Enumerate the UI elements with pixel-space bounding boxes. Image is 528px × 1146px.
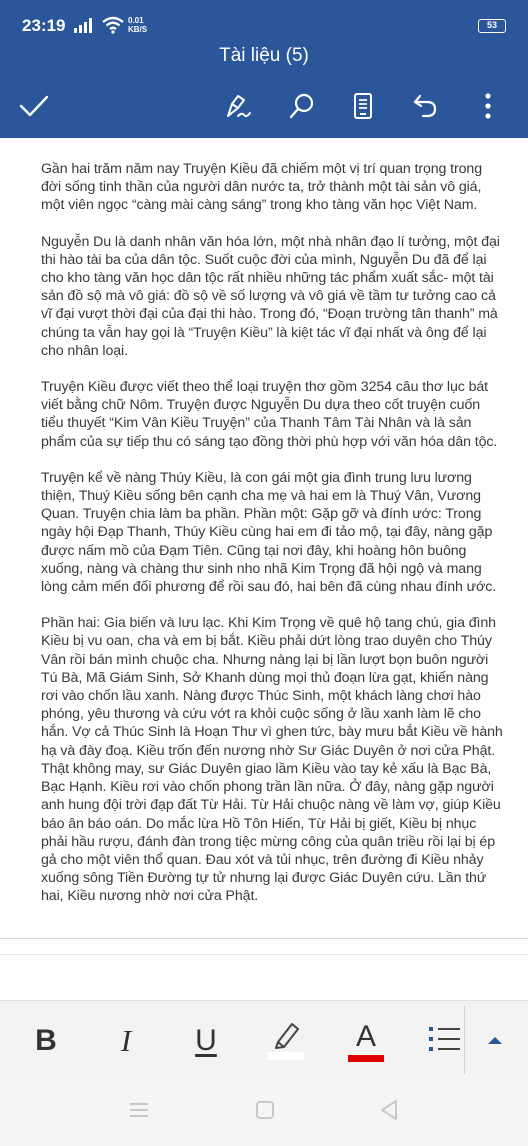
- bullet-list-button[interactable]: [424, 1015, 464, 1067]
- document-paragraph[interactable]: Phần hai: Gia biến và lưu lạc. Khi Kim Trọng về quê hộ tang chú, gia đình Kiều bị vu oan, cha và em bị bắt. Kiều phải dứt lòng trao duyên cho Thúy Vân rồi bán mình chuộc cha. Nhưng nàng lại bị lần lượt bọn buôn người Tú Bà, Mã Giám Sinh, Sở Khanh dùng mọi thủ đoạn lừa gạt, khiến nàng rơi vào chốn lầu xanh. Nàng được Thúc Sinh, một khách làng chơi hào phóng, yêu thương và cứu vớt ra khỏi cuộc sống ở lầu xanh làm lẽ cho hắn. Vợ cả Thúc Sinh là Hoạn Thư vì ghen tức, bày mưu bắt Kiều về hành hạ và đày đoạ. Kiều trốn đến nương nhờ Sư Giác Duyên ở nơi cửa Phật. Thật không may, sư Giác Duyên giao lầm Kiều vào tay kẻ xấu là Bạc Bà, Bạc Hạnh. Kiều rơi vào chốn phong trần lần nữa. Ở đây, nàng gặp người anh hung đội trời đạp đất Từ Hải. Từ Hải chuộc nàng về làm vợ, giúp Kiều báo ân báo oán. Do mắc lừa Hồ Tôn Hiến, Từ Hải bị giết, Kiều bị nhục phải hầu rượu, đánh đàn trong tiệc mừng công của quân triều rồi lại bị ép gả cho một viên thổ quan. Đau xót và tủi nhục, trên đường đi Kiều nhảy xuống sông Tiền Đường tự tử nhưng lại được Giác Duyên cứu. Lần thứ hai, Kiều nương nhờ nơi cửa Phật.: [41, 615, 503, 905]
- battery-indicator: 53: [478, 19, 506, 33]
- more-vertical-icon: [484, 93, 492, 119]
- page-divider: [0, 954, 528, 955]
- font-color-swatch: [348, 1055, 384, 1062]
- highlighter-icon: [266, 1016, 306, 1067]
- status-time: 23:19: [22, 16, 66, 35]
- search-button[interactable]: [282, 86, 322, 126]
- underline-button[interactable]: U: [195, 1024, 217, 1057]
- menu-nav-button[interactable]: [124, 1100, 154, 1124]
- status-bar: [0, 0, 528, 40]
- home-nav-button[interactable]: [250, 1100, 280, 1124]
- document-paragraph[interactable]: Truyện kể về nàng Thúy Kiều, là con gái một gia đình trung lưu lương thiện, Thuý Kiều sống bên cạnh cha mẹ và hai em là Thuý Vân, Vương Quan. Truyện chia làm ba phần. Phần một: Gặp gỡ và đính ước: Trong ngày hội Đạp Thanh, Thúy Kiều cùng hai em đi tảo mộ, tại đây, nàng gặp được nấm mồ của Đạm Tiên. Cũng tại nơi đây, khi hoàng hôn buông xuống, nàng và chàng thư sinh nho nhã Kim Trọng đã hội ngộ và mang lòng cảm mến đối phương để rồi sau đó, hai bên đã cùng nhau đính ước.: [41, 469, 497, 596]
- reading-view-button[interactable]: [343, 86, 383, 126]
- network-speed-value: 0.01: [128, 16, 144, 25]
- italic-button[interactable]: I: [120, 1023, 132, 1058]
- font-color-button[interactable]: [346, 1015, 386, 1067]
- system-nav-bar: [0, 1080, 528, 1146]
- back-nav-button[interactable]: [374, 1100, 404, 1124]
- document-paragraph[interactable]: Gần hai trăm năm nay Truyện Kiều đã chiếm một vị trí quan trọng trong đời sống tinh thần của người dân nước ta, trở thành một tài sản vô giá, một viên ngọc “càng mài càng sáng” trong kho tàng văn học Việt Nam.: [41, 161, 483, 214]
- toolbar-separator: [464, 1006, 465, 1074]
- document-paragraph[interactable]: Truyện Kiều được viết theo thể loại truyện thơ gồm 3254 câu thơ lục bát viết bằng chữ Nôm. Truyện được Nguyễn Du dựa theo cốt truyện cuốn tiểu thuyết “Kim Vân Kiều Truyện” của Thanh Tâm Tài Nhân và là sản phẩm của sự tiếp thu có sáng tạo đồng thời phù hợp với văn hóa dân tộc.: [41, 379, 498, 450]
- document-title: Tài liệu (5): [219, 45, 309, 66]
- caret-up-icon: [487, 1032, 503, 1050]
- more-options-button[interactable]: [468, 86, 508, 126]
- draw-button[interactable]: [218, 86, 258, 126]
- wifi-icon: [102, 16, 124, 34]
- reading-view-icon: [352, 92, 374, 120]
- app-header: [0, 0, 528, 138]
- bullet-list-icon: [426, 1021, 462, 1062]
- document-body[interactable]: [41, 160, 503, 924]
- font-color-label: A: [355, 1019, 376, 1053]
- bold-button[interactable]: B: [35, 1024, 57, 1057]
- check-icon: [19, 94, 49, 118]
- back-triangle-icon: [379, 1099, 399, 1126]
- format-toolbar: [0, 1000, 528, 1080]
- expand-ribbon-button[interactable]: [480, 1015, 510, 1067]
- undo-button[interactable]: [405, 86, 445, 126]
- menu-icon: [128, 1101, 150, 1124]
- signal-icon: [74, 17, 96, 33]
- page-divider: [0, 938, 528, 939]
- network-speed-unit: KB/S: [128, 25, 148, 34]
- document-paragraph[interactable]: Nguyễn Du là danh nhân văn hóa lớn, một nhà nhân đạo lí tưởng, một đại thi hào tài ba của dân tộc. Suốt cuộc đời của mình, Nguyễn Du đã để lại cho kho tàng văn học dân tộc rất nhiều những tác phẩm xuất sắc- một tài sản đồ sộ mà vô giá: đồ sộ về số lượng và vô giá về tầm tư tưởng cao cả vĩ đại vượt thời đại của đại thi hào. Trong đó, “Đoạn trường tân thanh” mà chúng ta vẫn hay gọi là “Truyện Kiều” là kiệt tác vĩ đại nhất và ông để lại cho nhân loại.: [41, 233, 500, 359]
- pen-edit-icon: [224, 92, 252, 120]
- search-icon: [288, 92, 316, 120]
- undo-icon: [411, 92, 439, 120]
- network-speed: [128, 16, 147, 34]
- home-square-icon: [255, 1100, 275, 1125]
- highlight-button[interactable]: [266, 1015, 306, 1067]
- done-button[interactable]: [14, 86, 54, 126]
